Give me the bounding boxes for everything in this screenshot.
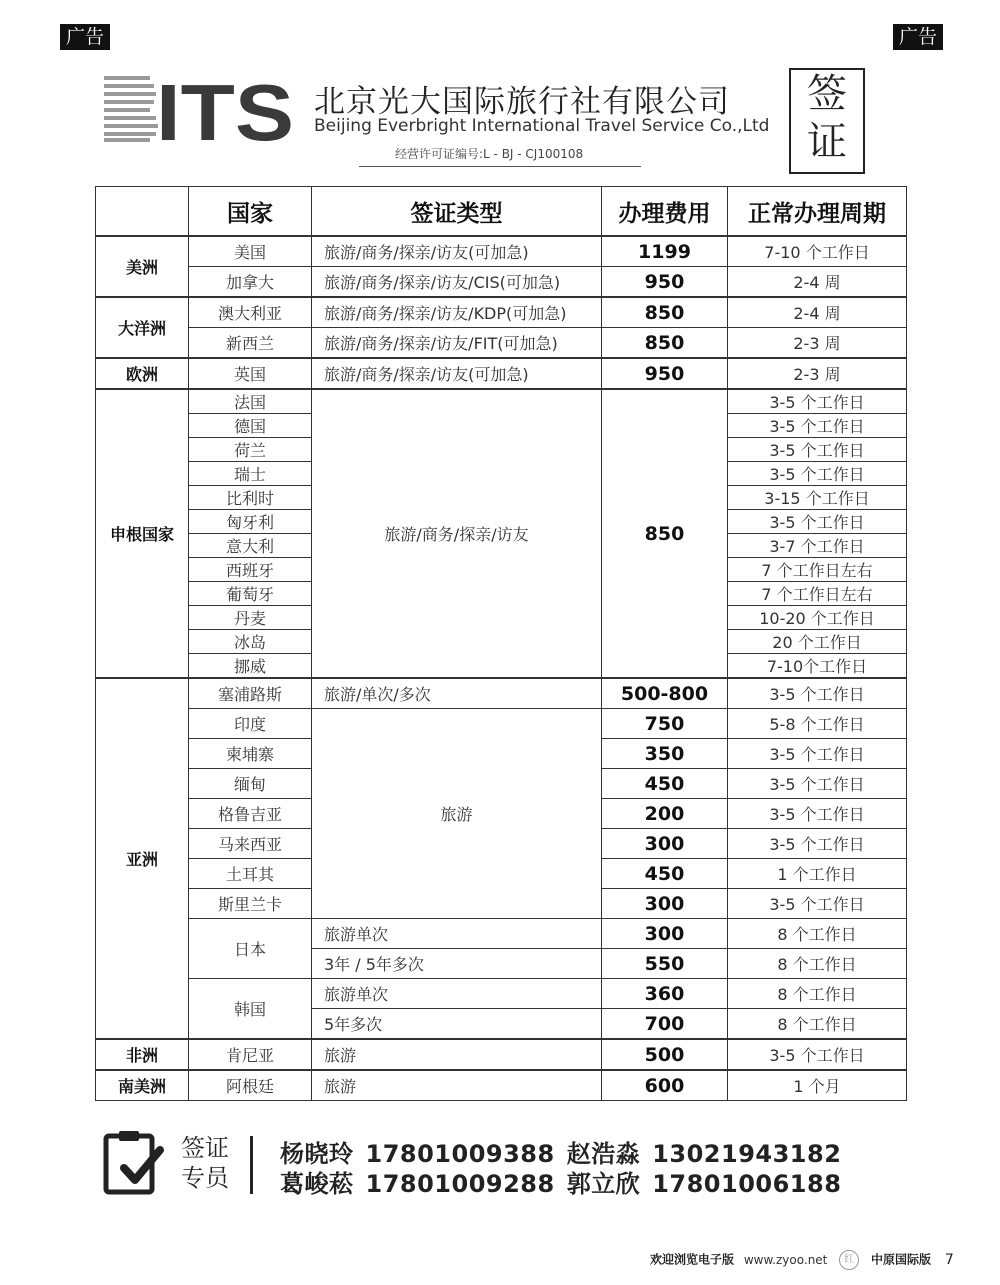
page-footer <box>650 1250 954 1270</box>
country-cell: 比利时 <box>189 486 312 510</box>
contact-line-2 <box>280 1164 841 1199</box>
fee-cell: 950 <box>602 267 728 298</box>
fee-cell: 200 <box>602 799 728 829</box>
country-cell: 挪威 <box>189 654 312 679</box>
contact-name: 杨晓玲 <box>280 1140 354 1168</box>
period-cell: 2-4 周 <box>728 267 907 298</box>
schengen-fee: 850 <box>602 389 728 678</box>
country-cell: 肯尼亚 <box>189 1039 312 1070</box>
country-cell: 美国 <box>189 236 312 267</box>
period-cell: 7 个工作日左右 <box>728 558 907 582</box>
period-cell: 3-15 个工作日 <box>728 486 907 510</box>
header-country: 国家 <box>189 187 312 237</box>
table-row <box>96 236 907 267</box>
visa-type-cell: 5年多次 <box>312 1009 602 1040</box>
contact-phone: 13021943182 <box>652 1140 842 1168</box>
period-cell: 3-5 个工作日 <box>728 1039 907 1070</box>
period-cell: 3-5 个工作日 <box>728 889 907 919</box>
country-cell: 塞浦路斯 <box>189 678 312 709</box>
visa-type-cell: 旅游/商务/探亲/访友(可加急) <box>312 236 602 267</box>
visa-stamp-char-1: 签 <box>807 71 847 117</box>
country-cell: 新西兰 <box>189 328 312 359</box>
visa-type-cell: 旅游/单次/多次 <box>312 678 602 709</box>
period-cell: 5-8 个工作日 <box>728 709 907 739</box>
table-row <box>96 267 907 298</box>
contact-title-line-1: 签证 <box>181 1134 229 1162</box>
fee-cell: 300 <box>602 829 728 859</box>
country-cell: 斯里兰卡 <box>189 889 312 919</box>
country-cell: 土耳其 <box>189 859 312 889</box>
visa-type-cell: 旅游单次 <box>312 979 602 1009</box>
clipboard-check-icon <box>102 1128 164 1196</box>
visa-type-cell: 旅游 <box>312 1039 602 1070</box>
period-cell: 2-3 周 <box>728 328 907 359</box>
period-cell: 3-5 个工作日 <box>728 829 907 859</box>
fee-cell: 850 <box>602 328 728 359</box>
contact-title-line-2: 专员 <box>181 1164 229 1192</box>
contact-phone: 17801009388 <box>365 1140 555 1168</box>
fee-cell: 300 <box>602 889 728 919</box>
footer-welcome: 欢迎浏览电子版 <box>650 1252 735 1267</box>
fee-cell: 300 <box>602 919 728 949</box>
period-cell: 3-5 个工作日 <box>728 739 907 769</box>
ad-label-left: 广告 <box>60 24 110 50</box>
fee-cell: 550 <box>602 949 728 979</box>
contact-name: 郭立欣 <box>566 1170 641 1198</box>
country-cell: 格鲁吉亚 <box>189 799 312 829</box>
country-cell: 西班牙 <box>189 558 312 582</box>
table-row <box>96 1039 907 1070</box>
period-cell: 8 个工作日 <box>728 1009 907 1040</box>
header-period: 正常办理周期 <box>728 187 907 237</box>
period-cell: 3-5 个工作日 <box>728 510 907 534</box>
country-cell: 荷兰 <box>189 438 312 462</box>
contact-name: 赵浩淼 <box>566 1140 641 1168</box>
asia-tourism-visa-type: 旅游 <box>312 709 602 919</box>
period-cell: 3-5 个工作日 <box>728 389 907 414</box>
country-cell: 缅甸 <box>189 769 312 799</box>
table-row <box>96 328 907 359</box>
country-cell: 瑞士 <box>189 462 312 486</box>
contact-title <box>181 1133 229 1193</box>
country-cell: 英国 <box>189 358 312 389</box>
license-underline <box>359 166 641 167</box>
period-cell: 2-4 周 <box>728 297 907 328</box>
fee-cell: 450 <box>602 769 728 799</box>
footer-url: www.zyoo.net <box>743 1252 828 1267</box>
schengen-visa-type: 旅游/商务/探亲/访友 <box>312 389 602 678</box>
fee-cell: 500 <box>602 1039 728 1070</box>
period-cell: 7-10 个工作日 <box>728 236 907 267</box>
period-cell: 20 个工作日 <box>728 630 907 654</box>
visa-type-cell: 旅游 <box>312 1070 602 1101</box>
country-cell: 法国 <box>189 389 312 414</box>
visa-price-table <box>95 186 907 1101</box>
logo-b-mark <box>104 76 158 142</box>
bits-logo <box>104 74 294 144</box>
period-cell: 8 个工作日 <box>728 949 907 979</box>
fee-cell: 950 <box>602 358 728 389</box>
period-cell: 1 个月 <box>728 1070 907 1101</box>
page-number: 7 <box>944 1251 954 1268</box>
footer-seal-icon: 红 <box>839 1250 859 1270</box>
region-schengen: 申根国家 <box>96 389 189 678</box>
region-europe: 欧洲 <box>96 358 189 389</box>
header-region <box>96 187 189 237</box>
visa-type-cell: 旅游/商务/探亲/访友/FIT(可加急) <box>312 328 602 359</box>
header-visa-type: 签证类型 <box>312 187 602 237</box>
country-cell: 葡萄牙 <box>189 582 312 606</box>
footer-edition: 中原国际版 <box>871 1252 932 1267</box>
period-cell: 8 个工作日 <box>728 919 907 949</box>
country-cell: 加拿大 <box>189 267 312 298</box>
period-cell: 3-5 个工作日 <box>728 769 907 799</box>
country-japan: 日本 <box>189 919 312 979</box>
table-row <box>96 678 907 709</box>
visa-type-cell: 旅游单次 <box>312 919 602 949</box>
region-americas: 美洲 <box>96 236 189 297</box>
fee-cell: 600 <box>602 1070 728 1101</box>
logo-text: ITS <box>156 74 294 144</box>
country-cell: 意大利 <box>189 534 312 558</box>
table-row <box>96 358 907 389</box>
region-asia: 亚洲 <box>96 678 189 1039</box>
country-cell: 德国 <box>189 414 312 438</box>
country-korea: 韩国 <box>189 979 312 1040</box>
period-cell: 3-5 个工作日 <box>728 438 907 462</box>
fee-cell: 350 <box>602 739 728 769</box>
period-cell: 7 个工作日左右 <box>728 582 907 606</box>
header-fee: 办理费用 <box>602 187 728 237</box>
contact-phone: 17801009288 <box>365 1170 555 1198</box>
fee-cell: 500-800 <box>602 678 728 709</box>
period-cell: 3-5 个工作日 <box>728 678 907 709</box>
fee-cell: 700 <box>602 1009 728 1040</box>
visa-type-cell: 旅游/商务/探亲/访友/CIS(可加急) <box>312 267 602 298</box>
region-south-america: 南美洲 <box>96 1070 189 1101</box>
fee-cell: 750 <box>602 709 728 739</box>
table-row <box>96 389 907 414</box>
visa-stamp-char-2: 证 <box>807 119 847 165</box>
license-number: 经营许可证编号:L - BJ - CJ100108 <box>395 147 584 161</box>
period-cell: 3-5 个工作日 <box>728 799 907 829</box>
visa-stamp-box <box>789 68 865 174</box>
period-cell: 8 个工作日 <box>728 979 907 1009</box>
table-header-row <box>96 187 907 237</box>
fee-cell: 450 <box>602 859 728 889</box>
visa-type-cell: 3年 / 5年多次 <box>312 949 602 979</box>
period-cell: 2-3 周 <box>728 358 907 389</box>
region-oceania: 大洋洲 <box>96 297 189 358</box>
visa-type-cell: 旅游/商务/探亲/访友(可加急) <box>312 358 602 389</box>
period-cell: 3-5 个工作日 <box>728 462 907 486</box>
country-cell: 阿根廷 <box>189 1070 312 1101</box>
period-cell: 3-7 个工作日 <box>728 534 907 558</box>
contact-name: 葛峻菘 <box>280 1170 354 1198</box>
region-africa: 非洲 <box>96 1039 189 1070</box>
period-cell: 3-5 个工作日 <box>728 414 907 438</box>
table-row <box>96 709 907 739</box>
table-row <box>96 297 907 328</box>
country-cell: 柬埔寨 <box>189 739 312 769</box>
ad-label-right: 广告 <box>893 24 943 50</box>
table-row <box>96 919 907 949</box>
country-cell: 匈牙利 <box>189 510 312 534</box>
country-cell: 印度 <box>189 709 312 739</box>
period-cell: 7-10个工作日 <box>728 654 907 679</box>
period-cell: 10-20 个工作日 <box>728 606 907 630</box>
country-cell: 丹麦 <box>189 606 312 630</box>
fee-cell: 1199 <box>602 236 728 267</box>
table-row <box>96 1070 907 1101</box>
contact-divider <box>250 1136 253 1194</box>
company-name-en: Beijing Everbright International Travel Service Co.,Ltd <box>314 116 770 136</box>
country-cell: 马来西亚 <box>189 829 312 859</box>
country-cell: 冰岛 <box>189 630 312 654</box>
fee-cell: 360 <box>602 979 728 1009</box>
fee-cell: 850 <box>602 297 728 328</box>
contact-phone: 17801006188 <box>652 1170 842 1198</box>
country-cell: 澳大利亚 <box>189 297 312 328</box>
table-row <box>96 979 907 1009</box>
visa-type-cell: 旅游/商务/探亲/访友/KDP(可加急) <box>312 297 602 328</box>
period-cell: 1 个工作日 <box>728 859 907 889</box>
company-name-cn: 北京光大国际旅行社有限公司 <box>314 84 730 120</box>
